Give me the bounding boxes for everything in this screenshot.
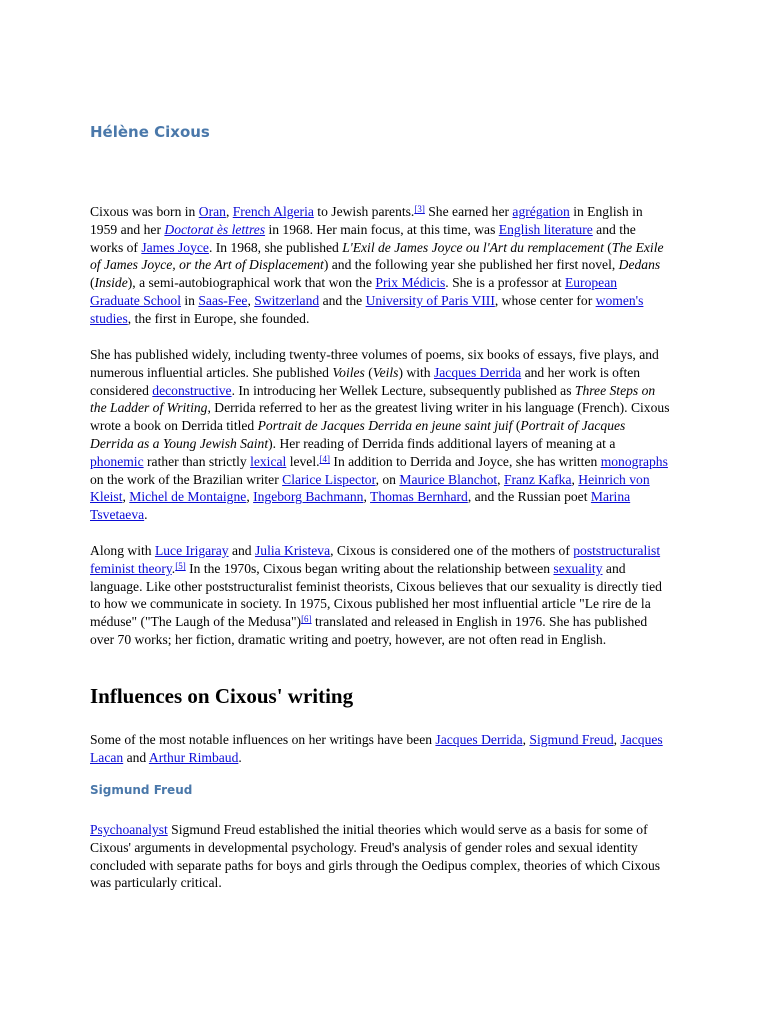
text: and the works of xyxy=(90,221,636,255)
text: She earned her xyxy=(424,204,513,219)
text: ) with xyxy=(398,364,434,380)
link-oran[interactable]: Oran xyxy=(198,204,226,219)
link-thomas-bernhard[interactable]: Thomas Bernhard xyxy=(370,489,468,505)
text: in 1968. Her main focus, at this time, was xyxy=(265,221,499,237)
paragraph-freud xyxy=(90,821,670,892)
text: , and the Russian poet xyxy=(467,489,591,505)
text: Along with xyxy=(90,543,155,558)
link-phonemic[interactable]: phonemic xyxy=(90,453,144,469)
reference-6[interactable]: [6] xyxy=(301,614,312,625)
text: rather than strictly xyxy=(143,453,251,469)
text: . xyxy=(238,749,242,765)
italic-title: Portrait of Jacques Derrida as a Young Jewish Saint xyxy=(90,418,626,451)
link-poststructuralist[interactable]: poststructuralist xyxy=(573,543,661,558)
link-jacques-derrida[interactable]: Jacques Derrida xyxy=(435,732,523,747)
text: , xyxy=(122,489,130,505)
reference-5[interactable]: [5] xyxy=(175,560,186,571)
link-julia-kristeva[interactable]: Julia Kristeva xyxy=(254,543,331,558)
text: and xyxy=(123,749,149,765)
paragraph-works xyxy=(90,346,670,524)
link-michel-de-montaigne[interactable]: Michel de Montaigne xyxy=(129,489,247,505)
text: . xyxy=(171,560,176,576)
text: , xyxy=(225,204,233,219)
text: Cixous was born in xyxy=(90,204,199,219)
link-sexuality[interactable]: sexuality xyxy=(553,560,603,576)
text: , xyxy=(571,471,579,487)
text: , the first in Europe, she founded. xyxy=(127,310,310,326)
link-arthur-rimbaud[interactable]: Arthur Rimbaud xyxy=(148,749,239,765)
link-clarice-lispector[interactable]: Clarice Lispector xyxy=(282,471,376,487)
text: in xyxy=(180,292,199,308)
text: , whose center for xyxy=(494,292,596,308)
link-ingeborg-bachmann[interactable]: Ingeborg Bachmann xyxy=(253,489,364,505)
link-saas-fee[interactable]: Saas-Fee xyxy=(198,292,248,308)
link-jacques-lacan[interactable]: Jacques Lacan xyxy=(90,732,663,765)
link-james-joyce[interactable]: James Joyce xyxy=(141,239,209,255)
text: to Jewish parents. xyxy=(313,204,415,219)
link-jacques-derrida[interactable]: Jacques Derrida xyxy=(433,364,522,380)
link-deconstructive[interactable]: deconstructive xyxy=(152,382,232,398)
text: in English in 1959 and her xyxy=(90,204,643,237)
link-doctorat-text: Doctorat ès lettres xyxy=(164,221,266,237)
text: Sigmund Freud established the initial theories which would serve as a basis for some of Cixous' arguments in developmental psychology. Freud's analysis of gender roles and sexual identity concluded with separate paths for boys and girls through the Oedipus complex, theories of which Cixous was particularly critical. xyxy=(90,822,661,891)
link-doctorat[interactable] xyxy=(164,222,265,237)
link-switzerland[interactable]: Switzerland xyxy=(254,292,320,308)
page-title: Hélène Cixous xyxy=(90,123,210,141)
reference-3[interactable]: [3] xyxy=(414,204,425,214)
text: Some of the most notable influences on her writings have been xyxy=(90,732,436,747)
text: . She is a professor at xyxy=(445,275,565,291)
text: level. xyxy=(286,453,320,469)
link-prix-medicis[interactable]: Prix Médicis xyxy=(375,275,446,291)
text: , xyxy=(247,292,255,308)
link-maurice-blanchot[interactable]: Maurice Blanchot xyxy=(399,471,498,487)
link-luce-irigaray[interactable]: Luce Irigaray xyxy=(154,543,229,558)
paragraph-influences xyxy=(90,731,670,767)
link-french-algeria[interactable]: French Algeria xyxy=(232,204,314,219)
text: , xyxy=(522,732,530,747)
paragraph-feminist-theory xyxy=(90,542,670,649)
link-monographs[interactable]: monographs xyxy=(600,453,668,469)
text: ). Her reading of Derrida finds additional layers of meaning at a xyxy=(268,435,616,451)
text: , on xyxy=(375,471,400,487)
text: In the 1970s, Cixous began writing about the relationship between xyxy=(185,560,554,576)
text: ( xyxy=(90,275,95,291)
text: , xyxy=(497,471,504,487)
text: and her work is often considered xyxy=(90,364,641,398)
italic-title: Voiles xyxy=(332,364,365,380)
link-lexical[interactable]: lexical xyxy=(250,453,287,469)
link-european-graduate-school[interactable]: European Graduate School xyxy=(90,275,618,308)
italic-title: Three Steps on the Ladder of Writing xyxy=(90,382,656,416)
italic-title: Veils xyxy=(372,364,399,380)
link-heinrich-von-kleist[interactable]: Heinrich von Kleist xyxy=(90,471,650,505)
text: She has published widely, including twenty-three volumes of poems, six books of essays, five plays, and numerous influential articles. She published xyxy=(90,347,659,380)
text: , Cixous is considered one of the mothers of xyxy=(330,543,574,558)
text: translated and released in English in 1976. She has published over 70 works; her fiction, dramatic writing and poetry, however, are not often read in English. xyxy=(90,614,648,647)
section-heading: Influences on Cixous' writing xyxy=(90,684,354,708)
italic-title: The Exile of James Joyce, or the Art of Displacement xyxy=(90,239,664,273)
text: . xyxy=(144,507,148,523)
text: on the work of the Brazilian writer xyxy=(90,471,283,487)
text: ) and the following year she published her first novel, xyxy=(323,257,619,273)
link-womens-studies[interactable]: women's studies xyxy=(90,292,644,326)
text: , xyxy=(246,489,254,505)
text: ( xyxy=(603,239,612,255)
link-feminist-theory[interactable]: feminist theory xyxy=(90,560,172,576)
text: , xyxy=(363,489,371,505)
paragraph-early-life xyxy=(90,203,670,328)
text: and xyxy=(228,543,255,558)
text: . In introducing her Wellek Lecture, subsequently published as xyxy=(231,382,575,398)
link-sigmund-freud[interactable]: Sigmund Freud xyxy=(529,732,614,747)
link-university-paris-viii[interactable]: University of Paris VIII xyxy=(365,292,495,308)
italic-title: Inside xyxy=(94,275,128,291)
text: In addition to Derrida and Joyce, she has written xyxy=(330,453,601,469)
text: . In 1968, she published xyxy=(208,239,343,255)
italic-title: Portrait de Jacques Derrida en jeune saint juif xyxy=(257,418,513,434)
text: and the xyxy=(319,292,366,308)
link-english-literature[interactable]: English literature xyxy=(498,221,593,237)
italic-title: Dedans xyxy=(618,257,661,273)
text: ), a semi-autobiographical work that won the xyxy=(127,275,376,291)
text: ( xyxy=(512,418,521,434)
text: , xyxy=(613,732,621,747)
reference-4[interactable]: [4] xyxy=(319,453,331,464)
sub-heading: Sigmund Freud xyxy=(90,783,193,797)
text: , Derrida referred to her as the greatest living writer in his language (French). Cixous wrote a book on Derrida titled xyxy=(90,400,670,434)
link-agregation[interactable]: agrégation xyxy=(512,204,570,219)
text: and language. Like other poststructuralist feminist theorists, Cixous believes that our sexuality is directly tied to how we communicate in society. In 1975, Cixous published her most influential article "Le rire de la méduse" ("The Laugh of the Medusa") xyxy=(90,560,662,630)
text: ( xyxy=(364,364,373,380)
link-marina-tsvetaeva[interactable]: Marina Tsvetaeva xyxy=(90,489,631,523)
link-franz-kafka[interactable]: Franz Kafka xyxy=(503,471,572,487)
italic-title: L'Exil de James Joyce ou l'Art du remplacement xyxy=(342,239,604,255)
link-psychoanalyst[interactable]: Psychoanalyst xyxy=(90,822,168,837)
